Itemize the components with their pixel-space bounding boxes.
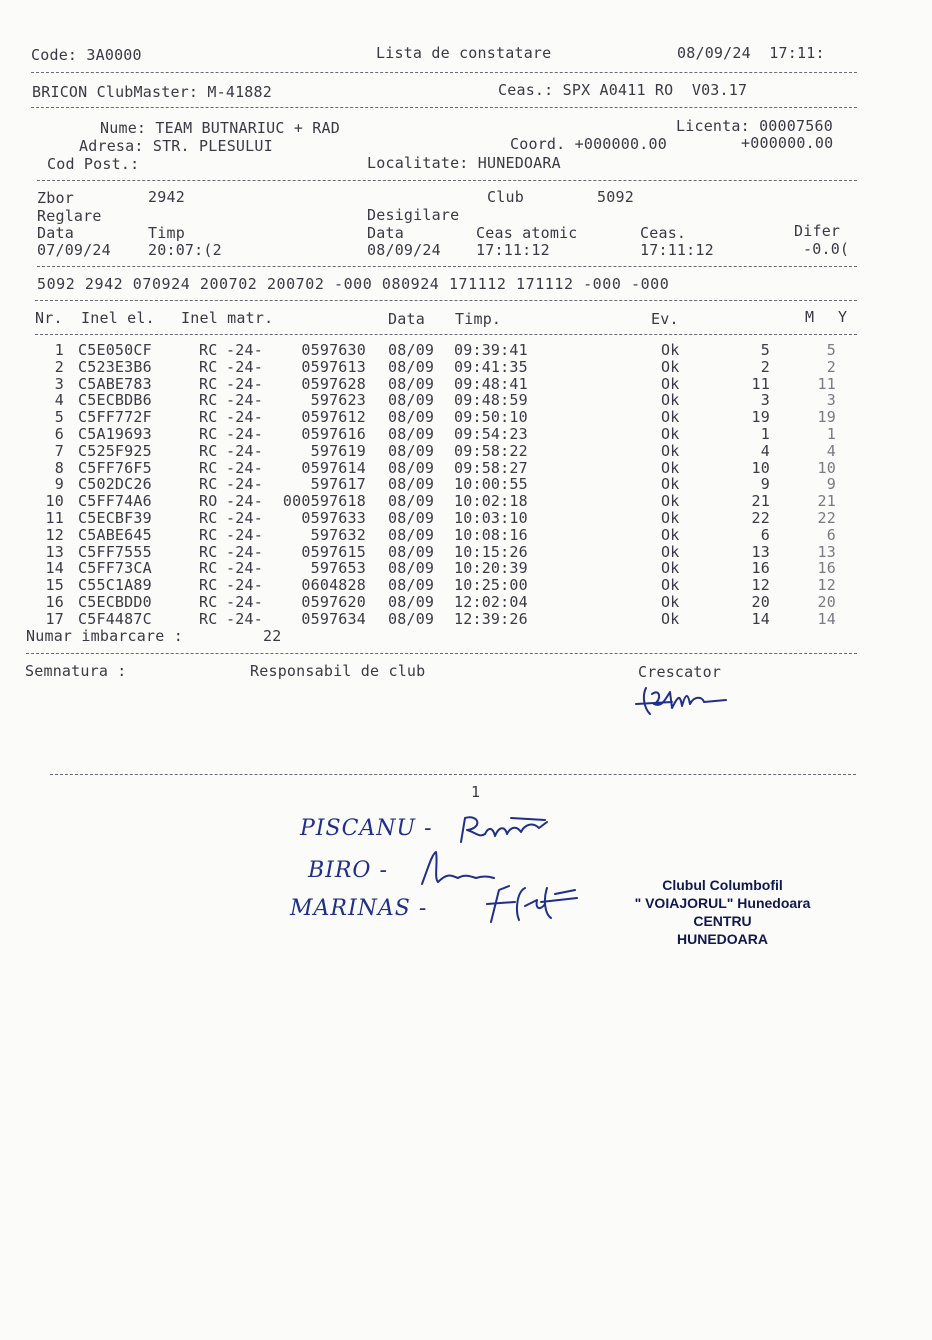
cell-y: 6 (826, 526, 836, 544)
cell-nr: 15 (45, 576, 64, 594)
cell-date: 08/09 (388, 509, 435, 527)
divider (37, 180, 857, 181)
cell-ring: 000597618 (282, 492, 366, 510)
cell-ev: Ok (661, 475, 680, 493)
cell-ring: 0597613 (301, 358, 366, 376)
cell-time: 09:39:41 (454, 341, 528, 359)
cell-year: -24- (226, 576, 263, 594)
cell-year: -24- (226, 459, 263, 477)
divider (37, 266, 857, 267)
cell-ev: Ok (661, 526, 680, 544)
cell-date: 08/09 (388, 391, 435, 409)
cell-date: 08/09 (388, 543, 435, 561)
cell-nr: 6 (54, 425, 64, 443)
cell-country: RC (199, 408, 218, 426)
semnatura-label: Semnatura : (25, 662, 127, 680)
handwritten-name-1: PISCANU - (300, 816, 433, 841)
cell-year: -24- (226, 509, 263, 527)
col-inel-el-header: Inel el. (81, 309, 155, 327)
cell-date: 08/09 (388, 526, 435, 544)
cell-el: C5FF7555 (78, 543, 152, 561)
cell-ring: 0597616 (301, 425, 366, 443)
cell-ring: 0597630 (301, 341, 366, 359)
cell-m: 20 (751, 593, 770, 611)
numar-imbarcare-value: 22 (263, 627, 282, 645)
cell-time: 09:41:35 (454, 358, 528, 376)
desig-ceas: 17:11:12 (640, 241, 714, 259)
cell-y: 10 (817, 459, 836, 477)
cell-el: C5ECBDB6 (78, 391, 152, 409)
owner-address: Adresa: STR. PLESULUI (79, 137, 273, 155)
table-row (0, 510, 932, 527)
cell-date: 08/09 (388, 408, 435, 426)
cell-m: 6 (760, 526, 770, 544)
cell-country: RC (199, 391, 218, 409)
reglare-label: Reglare (37, 207, 102, 225)
club-stamp (610, 876, 835, 948)
col-timp-header: Timp. (455, 310, 502, 328)
divider (35, 300, 857, 301)
cell-date: 08/09 (388, 559, 435, 577)
cell-nr: 2 (54, 358, 64, 376)
cell-y: 3 (826, 391, 836, 409)
timp-label: Timp (148, 224, 185, 242)
cell-ev: Ok (661, 509, 680, 527)
cell-country: RC (199, 358, 218, 376)
table-row (0, 577, 932, 594)
signature-1 (455, 812, 550, 848)
cod-post-label: Cod Post.: (47, 155, 140, 173)
cell-el: C5ECBDD0 (78, 593, 152, 611)
cell-el: C502DC26 (78, 475, 152, 493)
club-label: Club (487, 188, 524, 206)
data-label: Data (37, 224, 74, 242)
cell-m: 19 (751, 408, 770, 426)
cell-el: C5FF772F (78, 408, 152, 426)
cell-ring: 597617 (310, 475, 366, 493)
cell-country: RC (199, 559, 218, 577)
cell-country: RC (199, 425, 218, 443)
table-row (0, 560, 932, 577)
cell-el: C5FF76F5 (78, 459, 152, 477)
cell-ring: 0597612 (301, 408, 366, 426)
cell-year: -24- (226, 425, 263, 443)
cell-el: C5A19693 (78, 425, 152, 443)
table-row (0, 409, 932, 426)
table-row (0, 493, 932, 510)
data2-label: Data (367, 224, 404, 242)
cell-ring: 0597615 (301, 543, 366, 561)
cell-year: -24- (226, 341, 263, 359)
cell-date: 08/09 (388, 593, 435, 611)
cell-el: C525F925 (78, 442, 152, 460)
cell-ev: Ok (661, 425, 680, 443)
cell-time: 10:15:26 (454, 543, 528, 561)
zbor-value: 2942 (148, 188, 185, 206)
cell-m: 1 (760, 425, 770, 443)
col-ev-header: Ev. (651, 310, 679, 328)
cell-country: RC (199, 475, 218, 493)
cell-nr: 7 (54, 442, 64, 460)
cell-ring: 0597628 (301, 375, 366, 393)
print-datetime: 08/09/24 17:11: (677, 44, 825, 62)
col-y-header: Y (838, 308, 848, 326)
cell-m: 21 (751, 492, 770, 510)
owner-name: Nume: TEAM BUTNARIUC + RAD (100, 119, 340, 137)
col-nr-header: Nr. (35, 309, 63, 327)
cell-year: -24- (226, 358, 263, 376)
cell-date: 08/09 (388, 459, 435, 477)
cell-y: 14 (817, 610, 836, 628)
cell-nr: 3 (54, 375, 64, 393)
cell-country: RC (199, 375, 218, 393)
cell-ev: Ok (661, 391, 680, 409)
cell-y: 19 (817, 408, 836, 426)
divider (50, 774, 856, 775)
licenta-text: Licenta: 00007560 (676, 117, 833, 135)
cell-ev: Ok (661, 576, 680, 594)
ceas-label: Ceas. (640, 224, 687, 242)
stamp-line-1: Clubul Columbofil (662, 877, 783, 893)
cell-time: 12:02:04 (454, 593, 528, 611)
coord-text: Coord. +000000.00 (510, 135, 667, 153)
cell-time: 10:00:55 (454, 475, 528, 493)
cell-m: 5 (760, 341, 770, 359)
cell-date: 08/09 (388, 442, 435, 460)
coord2-text: +000000.00 (741, 134, 834, 152)
table-row (0, 392, 932, 409)
cell-ev: Ok (661, 358, 680, 376)
cell-nr: 1 (54, 341, 64, 359)
desigilare-label: Desigilare (367, 206, 460, 224)
cell-y: 13 (817, 543, 836, 561)
col-inel-matr-header: Inel matr. (181, 309, 274, 327)
cell-time: 09:54:23 (454, 425, 528, 443)
numar-imbarcare-label: Numar imbarcare : (26, 627, 183, 645)
cell-ev: Ok (661, 459, 680, 477)
cell-date: 08/09 (388, 610, 435, 628)
cell-y: 20 (817, 593, 836, 611)
zbor-label: Zbor (37, 189, 74, 207)
cell-m: 4 (760, 442, 770, 460)
cell-m: 3 (760, 391, 770, 409)
cell-m: 10 (751, 459, 770, 477)
cell-time: 10:25:00 (454, 576, 528, 594)
cell-date: 08/09 (388, 492, 435, 510)
table-row (0, 611, 932, 628)
cell-year: -24- (226, 593, 263, 611)
handwritten-name-3: MARINAS - (290, 896, 428, 921)
cell-nr: 17 (45, 610, 64, 628)
cell-ev: Ok (661, 543, 680, 561)
cell-ring: 597619 (310, 442, 366, 460)
cell-time: 10:03:10 (454, 509, 528, 527)
desig-difer: -0.0( (803, 240, 850, 258)
cell-year: -24- (226, 391, 263, 409)
cell-el: C55C1A89 (78, 576, 152, 594)
cell-ev: Ok (661, 492, 680, 510)
cell-year: -24- (226, 375, 263, 393)
cell-time: 09:50:10 (454, 408, 528, 426)
stamp-line-2: " VOIAJORUL" Hunedoara (634, 895, 811, 911)
club-value: 5092 (597, 188, 634, 206)
cell-time: 10:20:39 (454, 559, 528, 577)
cell-nr: 8 (54, 459, 64, 477)
document-title: Lista de constatare (376, 44, 552, 62)
localitate-text: Localitate: HUNEDOARA (367, 154, 561, 172)
cell-nr: 5 (54, 408, 64, 426)
responsabil-label: Responsabil de club (250, 662, 426, 680)
difer-label: Difer (794, 222, 841, 240)
cell-ring: 597623 (310, 391, 366, 409)
cell-m: 11 (751, 375, 770, 393)
cell-y: 21 (817, 492, 836, 510)
desig-atomic: 17:11:12 (476, 241, 550, 259)
col-data-header: Data (388, 310, 425, 328)
divider (35, 334, 857, 335)
cell-time: 10:02:18 (454, 492, 528, 510)
cell-nr: 9 (54, 475, 64, 493)
code-text: Code: 3A0000 (31, 46, 142, 64)
cell-date: 08/09 (388, 375, 435, 393)
cell-ev: Ok (661, 408, 680, 426)
cell-ev: Ok (661, 593, 680, 611)
cell-el: C5F4487C (78, 610, 152, 628)
cell-el: C5ABE783 (78, 375, 152, 393)
crescator-label: Crescator (638, 663, 722, 681)
cell-m: 22 (751, 509, 770, 527)
table-row (0, 527, 932, 544)
cell-date: 08/09 (388, 341, 435, 359)
cell-el: C523E3B6 (78, 358, 152, 376)
cell-time: 09:48:59 (454, 391, 528, 409)
cell-country: RC (199, 442, 218, 460)
cell-time: 12:39:26 (454, 610, 528, 628)
cell-ev: Ok (661, 610, 680, 628)
cell-time: 09:58:27 (454, 459, 528, 477)
cell-date: 08/09 (388, 425, 435, 443)
cell-ring: 597632 (310, 526, 366, 544)
cell-ev: Ok (661, 442, 680, 460)
cell-date: 08/09 (388, 358, 435, 376)
reglare-data: 07/09/24 (37, 241, 111, 259)
divider (31, 107, 857, 108)
cell-year: -24- (226, 543, 263, 561)
stamp-line-4: HUNEDOARA (677, 931, 768, 947)
cell-date: 08/09 (388, 576, 435, 594)
cell-nr: 14 (45, 559, 64, 577)
divider (26, 653, 857, 654)
cell-ring: 0597614 (301, 459, 366, 477)
table-row (0, 594, 932, 611)
cell-ev: Ok (661, 559, 680, 577)
cell-nr: 11 (45, 509, 64, 527)
crescator-signature (632, 682, 732, 718)
cell-nr: 12 (45, 526, 64, 544)
cell-date: 08/09 (388, 475, 435, 493)
cell-year: -24- (226, 442, 263, 460)
cell-year: -24- (226, 475, 263, 493)
summary-line: 5092 2942 070924 200702 200702 -000 080924 171112 171112 -000 -000 (37, 275, 670, 293)
cell-country: RC (199, 576, 218, 594)
cell-time: 10:08:16 (454, 526, 528, 544)
cell-country: RC (199, 543, 218, 561)
cell-nr: 16 (45, 593, 64, 611)
cell-country: RC (199, 509, 218, 527)
cell-country: RC (199, 593, 218, 611)
handwritten-name-2: BIRO - (308, 858, 388, 883)
cell-year: -24- (226, 559, 263, 577)
cell-y: 9 (826, 475, 836, 493)
cell-nr: 13 (45, 543, 64, 561)
col-m-header: M (805, 308, 815, 326)
cell-y: 4 (826, 442, 836, 460)
cell-year: -24- (226, 408, 263, 426)
cell-y: 1 (826, 425, 836, 443)
cell-m: 9 (760, 475, 770, 493)
cell-ring: 0597620 (301, 593, 366, 611)
cell-country: RC (199, 526, 218, 544)
cell-m: 14 (751, 610, 770, 628)
cell-el: C5E050CF (78, 341, 152, 359)
stamp-line-3: CENTRU (693, 913, 752, 929)
cell-time: 09:58:22 (454, 442, 528, 460)
cell-m: 16 (751, 559, 770, 577)
cell-year: -24- (226, 492, 263, 510)
cell-y: 22 (817, 509, 836, 527)
ceas-atomic-label: Ceas atomic (476, 224, 578, 242)
page-number: 1 (471, 783, 481, 801)
cell-y: 5 (826, 341, 836, 359)
cell-m: 2 (760, 358, 770, 376)
cell-y: 16 (817, 559, 836, 577)
cell-ring: 0604828 (301, 576, 366, 594)
cell-ring: 0597633 (301, 509, 366, 527)
cell-m: 12 (751, 576, 770, 594)
cell-time: 09:48:41 (454, 375, 528, 393)
cell-y: 12 (817, 576, 836, 594)
cell-y: 11 (817, 375, 836, 393)
cell-y: 2 (826, 358, 836, 376)
cell-el: C5FF74A6 (78, 492, 152, 510)
signature-3 (485, 880, 580, 925)
cell-ev: Ok (661, 341, 680, 359)
table-row (0, 443, 932, 460)
cell-ev: Ok (661, 375, 680, 393)
desig-data: 08/09/24 (367, 241, 441, 259)
table-row (0, 476, 932, 493)
cell-ring: 0597634 (301, 610, 366, 628)
table-row (0, 426, 932, 443)
cell-year: -24- (226, 526, 263, 544)
club-master-text: BRICON ClubMaster: M-41882 (32, 83, 272, 101)
cell-nr: 4 (54, 391, 64, 409)
cell-el: C5ECBF39 (78, 509, 152, 527)
cell-country: RC (199, 459, 218, 477)
cell-el: C5ABE645 (78, 526, 152, 544)
divider (31, 72, 857, 73)
cell-country: RC (199, 610, 218, 628)
reglare-timp: 20:07:(2 (148, 241, 222, 259)
cell-country: RO (199, 492, 218, 510)
cell-m: 13 (751, 543, 770, 561)
table-row (0, 359, 932, 376)
cell-el: C5FF73CA (78, 559, 152, 577)
table-row (0, 342, 932, 359)
cell-country: RC (199, 341, 218, 359)
cell-ring: 597653 (310, 559, 366, 577)
cell-nr: 10 (45, 492, 64, 510)
cell-year: -24- (226, 610, 263, 628)
ceas-text: Ceas.: SPX A0411 RO V03.17 (498, 81, 748, 99)
